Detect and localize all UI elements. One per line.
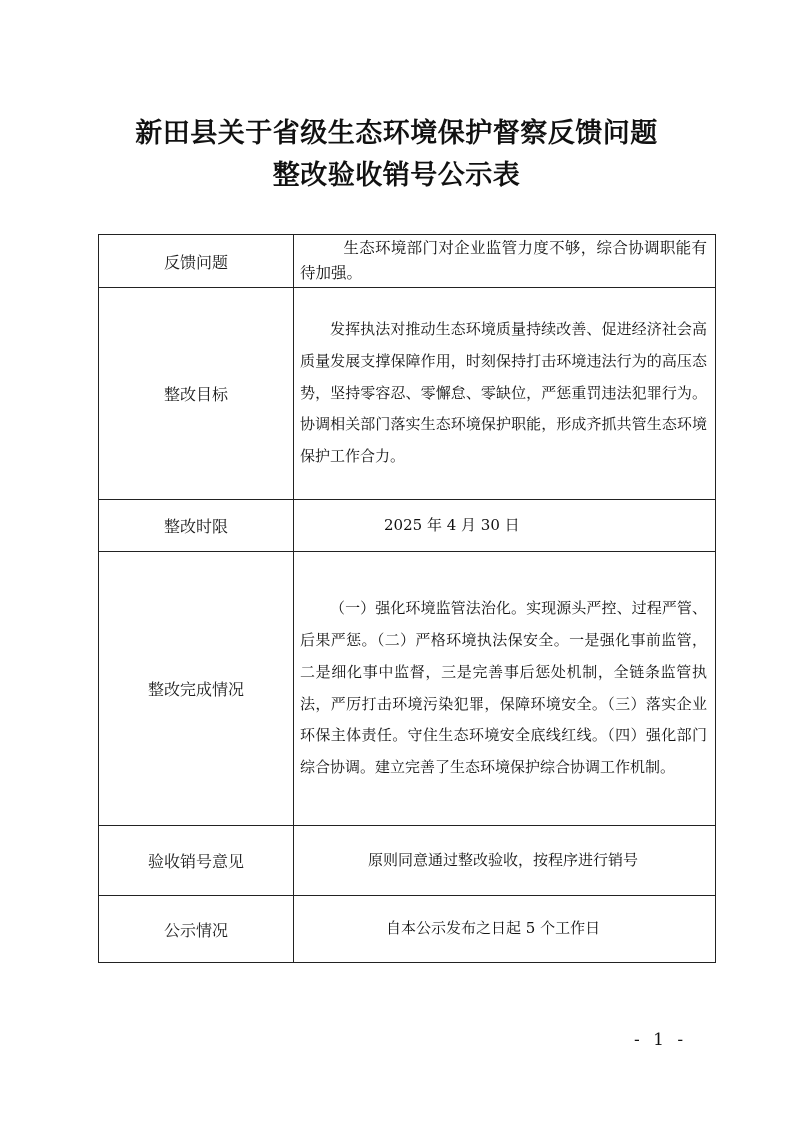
table-row-completion-status <box>99 552 716 826</box>
row-label-deadline: 整改时限 <box>99 500 294 552</box>
document-title-line-2: 整改验收销号公示表 <box>272 160 521 191</box>
rectification-table <box>98 234 716 963</box>
row-label-feedback-issue: 反馈问题 <box>99 235 294 288</box>
row-label-acceptance-opinion: 验收销号意见 <box>99 826 294 896</box>
row-content-publicity: 自本公示发布之日起 5 个工作日 <box>294 896 716 963</box>
table-row-publicity <box>99 896 716 963</box>
row-label-publicity: 公示情况 <box>99 896 294 963</box>
row-content-rectification-goal: 发挥执法对推动生态环境质量持续改善、促进经济社会高质量发展支撑保障作用，时刻保持打击环境违法行为的高压态势，坚持零容忍、零懈怠、零缺位，严惩重罚违法犯罪行为。协调相关部门落实生态环境保护职能，形成齐抓共管生态环境保护工作合力。 <box>294 288 716 500</box>
row-label-completion-status: 整改完成情况 <box>99 552 294 826</box>
table-row-feedback-issue <box>99 235 716 288</box>
page-number: - 1 - <box>634 1030 688 1050</box>
row-content-feedback-issue: 生态环境部门对企业监管力度不够，综合协调职能有待加强。 <box>294 235 716 288</box>
row-label-rectification-goal: 整改目标 <box>99 288 294 500</box>
row-content-completion-status: （一）强化环境监管法治化。实现源头严控、过程严管、后果严惩。（二）严格环境执法保安全。一是强化事前监管，二是细化事中监督，三是完善事后惩处机制，全链条监管执法，严厉打击环境污染犯罪，保障环境安全。（三）落实企业环保主体责任。守住生态环境安全底线红线。（四）强化部门综合协调。建立完善了生态环境保护综合协调工作机制。 <box>294 552 716 826</box>
row-content-acceptance-opinion: 原则同意通过整改验收，按程序进行销号 <box>294 826 716 896</box>
document-title-line-1: 新田县关于省级生态环境保护督察反馈问题 <box>135 118 658 149</box>
row-content-deadline: 2025 年 4 月 30 日 <box>294 500 716 552</box>
table-row-acceptance-opinion <box>99 826 716 896</box>
table-row-deadline <box>99 500 716 552</box>
table-row-rectification-goal <box>99 288 716 500</box>
